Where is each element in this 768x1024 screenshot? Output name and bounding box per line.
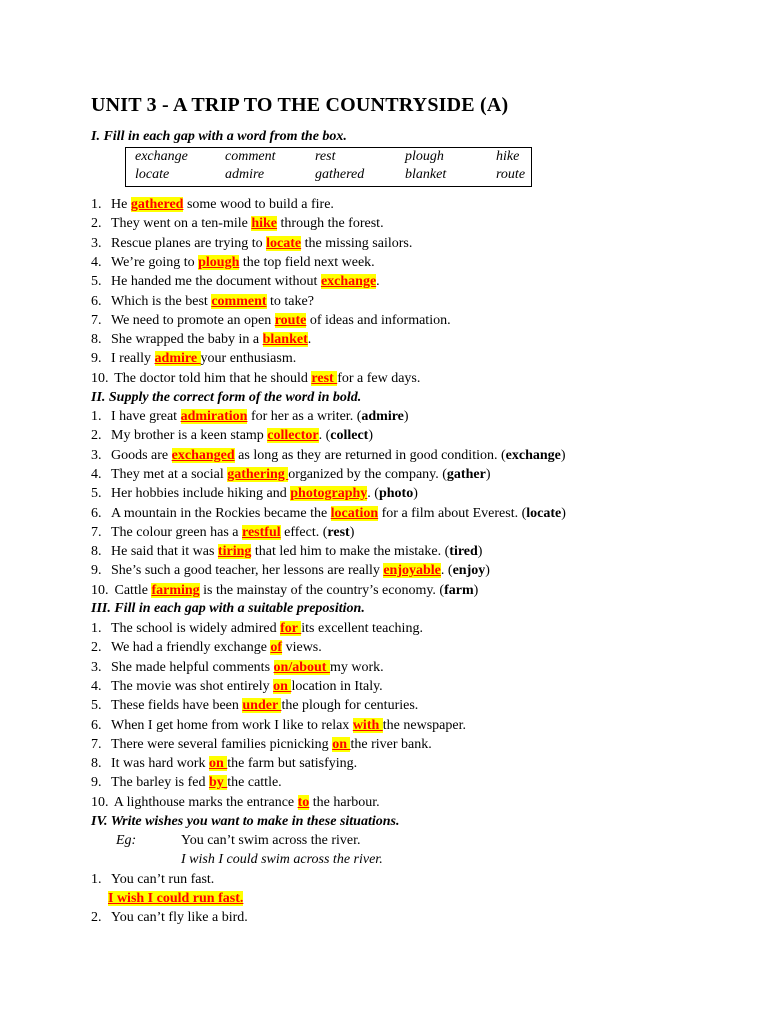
item-number: 9. [91,351,102,367]
list-item [91,736,432,754]
list-item [91,331,311,349]
item-text: of ideas and information. [306,312,451,328]
section-1-heading: I. Fill in each gap with a word from the box. [91,129,347,144]
item-number: 4. [91,254,102,270]
list-item [91,582,478,600]
list-item [91,639,322,657]
item-text: your enthusiasm. [200,351,297,367]
bold-word: tired [449,544,478,560]
answer-highlight: comment [211,293,267,309]
answer-highlight: farming [151,582,200,598]
list-item [91,235,412,253]
list-item [91,466,490,484]
answer-highlight: to [297,794,310,810]
item-text: There were several families picnicking [111,736,333,752]
word-box [125,147,532,187]
item-text: as long as they are returned in good condition. ( [234,447,506,463]
item-text: He handed me the document without [111,274,321,290]
example-label: Eg: [116,833,137,848]
item-text: ) [560,447,566,463]
item-text: ) [403,409,409,424]
example-sentence: You can’t swim across the river. [181,833,361,848]
word-box-word: locate [135,167,170,182]
answer-highlight: tiring [217,544,252,560]
item-number: 10. [91,370,109,386]
answer-highlight: enjoyable [383,563,441,579]
item-text: that led him to make the mistake. ( [251,544,450,560]
item-number: 7. [91,736,102,752]
item-text: The barley is fed [111,775,209,791]
item-number: 9. [91,775,102,791]
item-number: 7. [91,312,102,328]
item-number: 10. [91,582,109,598]
item-text: The doctor told him that he should [111,370,312,386]
item-text: for her as a writer. ( [247,409,362,424]
word-box-word: gathered [315,167,365,182]
answer-highlight: under [242,698,282,714]
item-number: 8. [91,544,102,560]
item-text: the harbour. [309,794,380,810]
list-item [91,408,409,426]
list-item [91,717,466,735]
answer-highlight: on [332,736,351,752]
list-item [91,350,296,368]
item-text: my work. [329,659,384,675]
word-box-word: admire [225,167,265,182]
answer-highlight: by [208,775,228,791]
item-text: the plough for centuries. [281,698,419,714]
item-text: The school is widely admired [111,621,281,636]
bold-word: collect [330,428,369,444]
section-4-heading: IV. Write wishes you want to make in these situations. [91,814,400,829]
item-text: Cattle [111,582,152,598]
item-text: A mountain in the Rockies became the [111,505,331,521]
item-text: for a film about Everest. ( [378,505,527,521]
item-text: ) [368,428,374,444]
word-box-word: blanket [405,167,447,182]
item-text: the top field next week. [239,254,375,270]
list-item [91,755,357,773]
item-text: He said that it was [111,544,218,560]
item-text: is the mainstay of the country’s economy. ( [199,582,445,598]
item-text: I have great [111,409,181,424]
answer-highlight: restful [242,524,281,540]
item-number: 4. [91,678,102,694]
list-item [91,485,418,503]
item-text: She’s such a good teacher, her lessons are really [111,563,384,579]
item-text: These fields have been [111,698,243,714]
answer-highlight: gathering [227,466,289,482]
item-number: 1. [91,621,102,636]
answer-highlight: route [274,312,307,328]
bold-word: photo [378,486,414,502]
item-text: the river bank. [350,736,432,752]
item-text: Which is the best [111,293,212,309]
item-text: The movie was shot entirely [111,678,274,694]
list-item [91,659,384,677]
item-number: 3. [91,659,102,675]
item-number: 1. [91,872,102,887]
item-number: 5. [91,486,102,502]
item-number: 9. [91,563,102,579]
item-text: She made helpful comments [111,659,274,675]
answer-highlight: admire [154,351,201,367]
item-text: the newspaper. [382,717,466,733]
item-text: . [376,274,380,290]
item-text: effect. ( [280,524,328,540]
item-text: You can’t run fast. [111,872,215,887]
bold-word: rest [327,524,350,540]
word-box-word: route [496,167,526,182]
list-item [91,871,214,889]
word-box-word: plough [405,149,444,164]
item-text: . ( [440,563,453,579]
list-item [91,370,420,388]
item-text: ) [473,582,479,598]
answer-highlight: photography [290,486,368,502]
list-item [91,524,354,542]
answer-highlight: on [208,756,228,772]
item-number: 6. [91,505,102,521]
item-text: the missing sailors. [301,235,413,251]
word-box-word: rest [315,149,336,164]
item-number: 6. [91,293,102,309]
item-text: Her hobbies include hiking and [111,486,291,502]
answer-highlight: exchange [320,274,377,290]
list-item [91,215,384,233]
item-number: 2. [91,428,102,444]
bold-word: locate [526,505,562,521]
answer-highlight: locate [266,235,302,251]
section-2-heading: II. Supply the correct form of the word in bold. [91,390,362,405]
item-text: Rescue planes are trying to [111,235,267,251]
answer-highlight: with [352,717,383,733]
answer-highlight: for [280,621,302,636]
item-text: A lighthouse marks the entrance [111,794,298,810]
example-answer: I wish I could swim across the river. [181,852,383,867]
word-box-word: comment [225,149,276,164]
list-item [91,293,314,311]
answer-highlight: on/about [273,659,330,675]
item-text: They went on a ten-mile [111,216,252,232]
item-text: They met at a social [111,466,228,482]
answer-highlight: gathered [130,197,184,212]
list-item [91,427,373,445]
item-number: 8. [91,332,102,348]
list-item [91,447,566,465]
item-text: The colour green has a [111,524,242,540]
item-number: 3. [91,447,102,463]
answer-highlight: rest [311,370,338,386]
item-number: 5. [91,274,102,290]
section-3-heading: III. Fill in each gap with a suitable preposition. [91,601,365,616]
item-number: 1. [91,409,102,424]
word-box-word: exchange [135,149,188,164]
item-text: views. [282,640,322,656]
item-text: some wood to build a fire. [183,197,334,212]
item-text: She wrapped the baby in a [111,332,263,348]
item-text: for a few days. [337,370,421,386]
item-text: We’re going to [111,254,199,270]
answer-highlight: collector [267,428,319,444]
list-item [91,774,282,792]
item-text: . ( [367,486,379,502]
answer-highlight: admiration [180,409,248,424]
list-item [91,543,482,561]
item-text: its excellent teaching. [301,621,423,636]
item-text: We had a friendly exchange [111,640,271,656]
item-text: ) [413,486,418,502]
item-text: When I get home from work I like to relax [111,717,353,733]
item-number: 10. [91,794,109,810]
list-item [91,273,380,291]
item-number: 8. [91,756,102,772]
item-text: organized by the company. ( [288,466,447,482]
item-number: 2. [91,910,102,925]
list-item [91,909,248,927]
bold-word: farm [444,582,474,598]
page-title: UNIT 3 - A TRIP TO THE COUNTRYSIDE (A) [91,94,509,116]
item-number: 3. [91,235,102,251]
item-number: 2. [91,216,102,232]
item-text: ) [485,466,491,482]
item-text: . [307,332,312,348]
answer-highlight: blanket [262,332,308,348]
list-item [91,196,334,214]
list-item [91,562,490,580]
bold-word: exchange [505,447,561,463]
item-text: the farm but satisfying. [227,756,358,772]
item-text: to take? [266,293,314,309]
answer-highlight: location [330,505,379,521]
answer-highlight: on [273,678,292,694]
item-text: . ( [318,428,331,444]
answer-highlight: hike [251,216,278,232]
bold-word: admire [361,409,404,424]
item-text: My brother is a keen stamp [111,428,268,444]
item-number: 7. [91,524,102,540]
item-number: 1. [91,197,102,212]
item-text: ) [561,505,566,521]
list-item [91,620,423,638]
answer-highlight: of [270,640,283,656]
answer-highlight: I wish I could run fast. [108,891,244,906]
item-number: 6. [91,717,102,733]
list-item [91,254,375,272]
list-item [91,505,566,523]
item-number: 4. [91,466,102,482]
item-text: I really [111,351,155,367]
list-item [91,794,380,812]
list-item [91,312,451,330]
list-item-answer [108,890,243,908]
item-text: We need to promote an open [111,312,275,328]
bold-word: gather [446,466,486,482]
item-text: ) [477,544,483,560]
item-text: ) [349,524,355,540]
list-item [91,697,418,715]
answer-highlight: exchanged [171,447,235,463]
item-number: 2. [91,640,102,656]
item-number: 5. [91,698,102,714]
item-text: location in Italy. [291,678,383,694]
word-box-word: hike [496,149,520,164]
bold-word: enjoy [452,563,486,579]
item-text: It was hard work [111,756,209,772]
item-text: You can’t fly like a bird. [111,910,248,925]
item-text: Goods are [111,447,172,463]
item-text: ) [485,563,490,579]
list-item [91,678,383,696]
item-text: He [111,197,131,212]
item-text: the cattle. [227,775,282,791]
answer-highlight: plough [198,254,240,270]
item-text: through the forest. [277,216,384,232]
